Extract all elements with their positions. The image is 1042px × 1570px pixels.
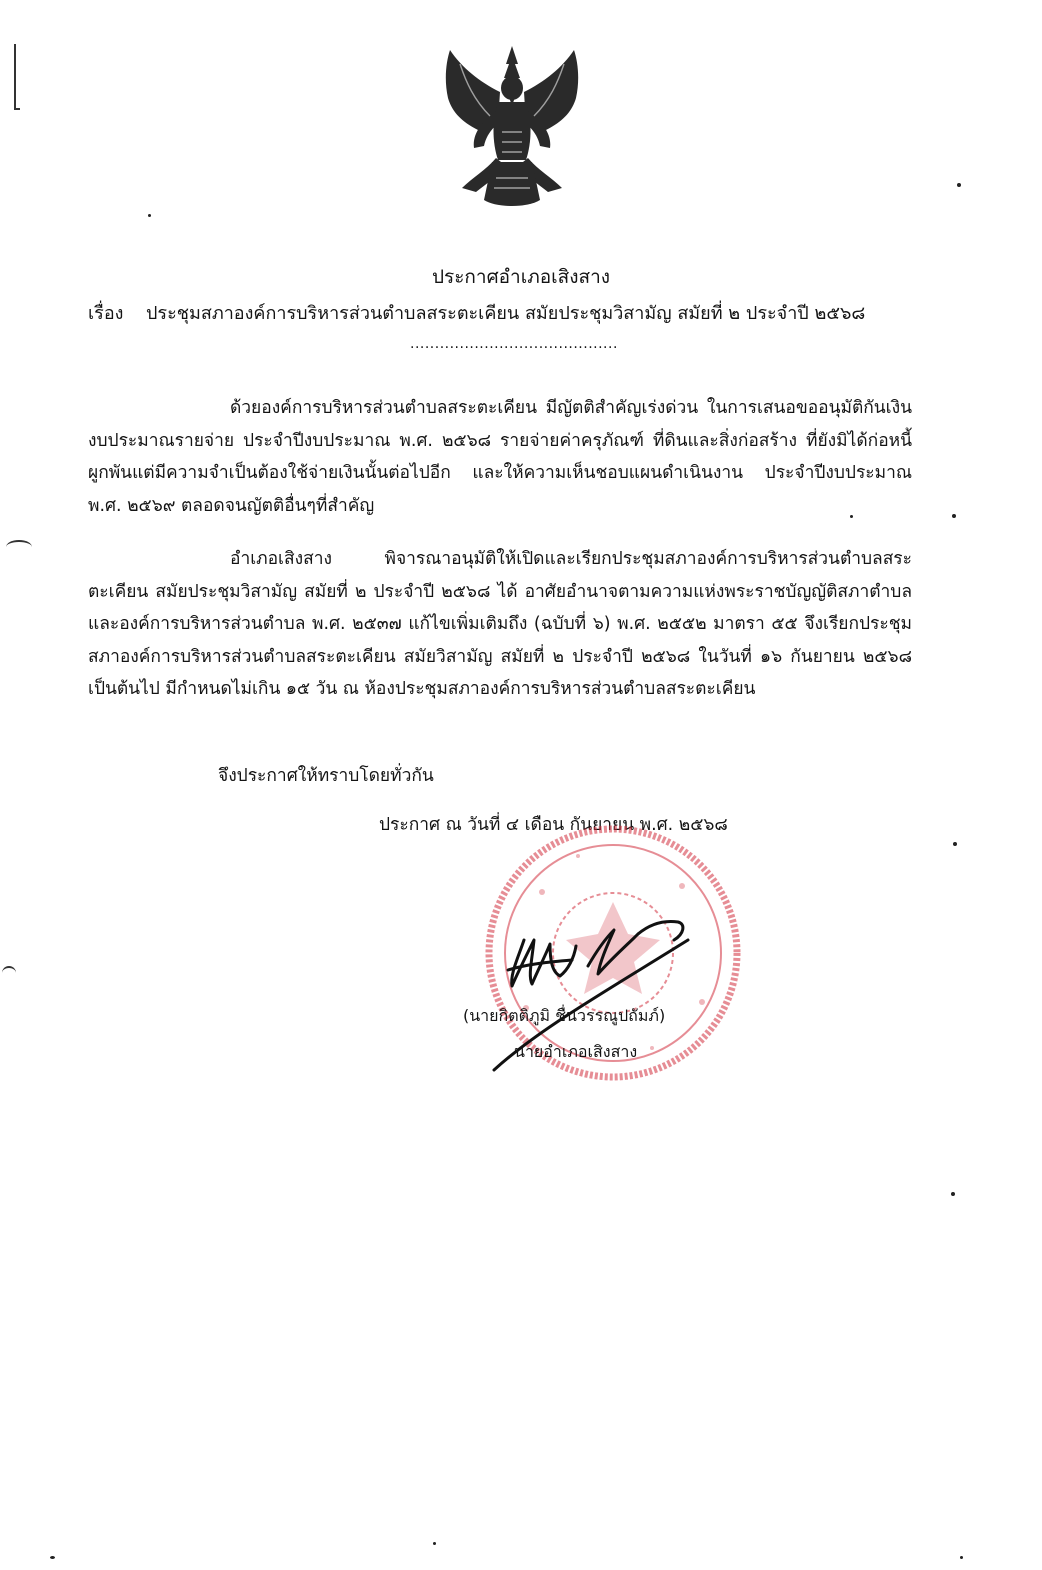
signer-name: (นายกิตติภูมิ ชื่นวรรณูปถัมภ์) xyxy=(463,1006,666,1025)
title-separator: .......................................... xyxy=(410,336,618,352)
scan-bracket-mark xyxy=(14,44,20,110)
subject-label: เรื่อง xyxy=(88,303,124,324)
scan-curl-mark xyxy=(2,966,16,980)
signer-title: นายอำเภอเสิงสาง xyxy=(514,1042,638,1061)
scan-speck xyxy=(952,514,956,518)
scan-curl-mark xyxy=(6,540,32,554)
closing-line: จึงประกาศให้ทราบโดยทั่วกัน xyxy=(218,766,434,786)
body-paragraph-2 xyxy=(88,543,912,706)
subject-line xyxy=(88,298,865,327)
scan-speck xyxy=(850,515,853,518)
paragraph-text: ด้วยองค์การบริหารส่วนตำบลสระตะเคียน มีญัตติสำคัญเร่งด่วน ในการเสนอขออนุมัติกันเงินงบประมาณรายจ่าย ประจำปีงบประมาณ พ.ศ. ๒๕๖๘ รายจ่ายค่าครุภัณฑ์ ที่ดินและสิ่งก่อสร้าง ที่ยังมิได้ก่อหนี้ผูกพันแต่มีความจำเป็นต้องใช้จ่ายเงินนั้นต่อไปอีก และให้ความเห็นชอบแผนดำเนินงาน ประจำปีงบประมาณ พ.ศ. ๒๕๖๙ ตลอดจนญัตติอื่นๆที่สำคัญ xyxy=(88,398,912,516)
scan-speck xyxy=(960,1556,963,1559)
document-title: ประกาศอำเภอเสิงสาง xyxy=(431,266,611,288)
paragraph-text: อำเภอเสิงสาง พิจารณาอนุมัติให้เปิดและเรียกประชุมสภาองค์การบริหารส่วนตำบลสระตะเคียน สมัยประชุมวิสามัญ สมัยที่ ๒ ประจำปี ๒๕๖๘ ได้ อาศัยอำนาจตามความแห่งพระราชบัญญัติสภาตำบลและองค์การบริหารส่วนตำบล พ.ศ. ๒๕๓๗ แก้ไขเพิ่มเติมถึง (ฉบับที่ ๖) พ.ศ. ๒๕๕๒ มาตรา ๕๕ จึงเรียกประชุมสภาองค์การบริหารส่วนตำบลสระตะเคียน สมัยวิสามัญ สมัยที่ ๒ ประจำปี ๒๕๖๘ ในวันที่ ๑๖ กันยายน ๒๕๖๘ เป็นต้นไป มีกำหนดไม่เกิน ๑๕ วัน ณ ห้องประชุมสภาองค์การบริหารส่วนตำบลสระตะเคียน xyxy=(88,549,912,699)
date-line: ประกาศ ณ วันที่ ๔ เดือน กันยายน พ.ศ. ๒๕๖๘ xyxy=(379,815,728,835)
scan-speck xyxy=(957,183,961,187)
body-paragraph-1 xyxy=(88,392,912,522)
scan-speck xyxy=(50,1556,55,1559)
garuda-emblem xyxy=(432,42,592,212)
scan-speck xyxy=(433,1542,436,1545)
scan-speck xyxy=(148,214,151,217)
subject-text: ประชุมสภาองค์การบริหารส่วนตำบลสระตะเคียน สมัยประชุมวิสามัญ สมัยที่ ๒ ประจำปี ๒๕๖๘ xyxy=(146,303,866,324)
scan-speck xyxy=(951,1192,955,1196)
scan-speck xyxy=(953,842,957,846)
